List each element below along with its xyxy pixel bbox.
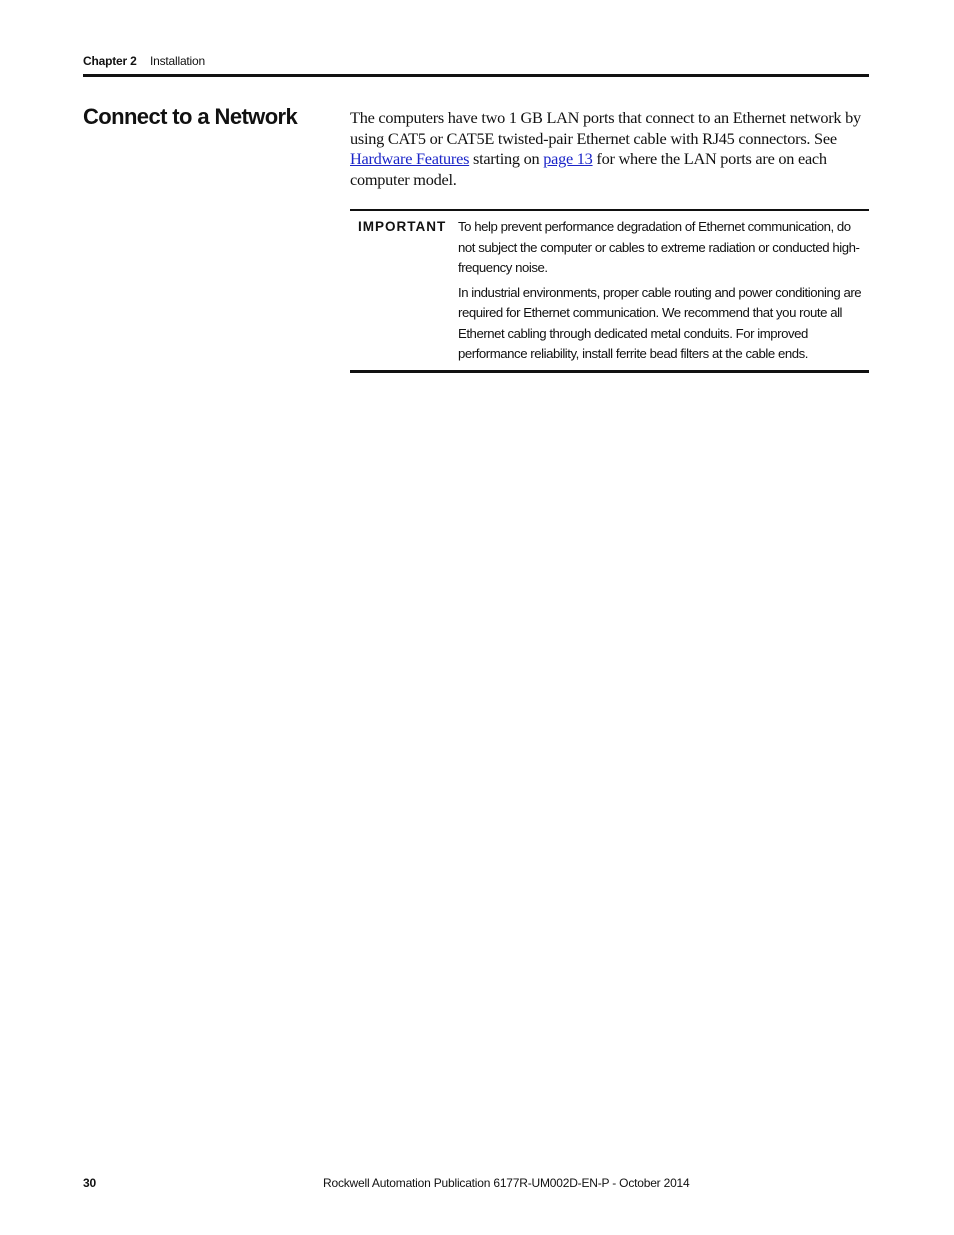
intro-text-3: for where the LAN ports are on each computer model. — [350, 149, 827, 189]
intro-text-1: The computers have two 1 GB LAN ports that connect to an Ethernet network by using CAT5 or CAT5E twisted-pair Ethernet cable with RJ45 connectors. See — [350, 108, 861, 148]
notice-paragraph-1: To help prevent performance degradation of Ethernet communication, do not subject the computer or cables to extreme radiation or conducted high-frequency noise. — [458, 219, 860, 275]
chapter-label: Chapter 2 — [83, 54, 137, 68]
important-notice — [350, 209, 869, 373]
notice-content — [458, 217, 870, 369]
publication-info: Rockwell Automation Publication 6177R-UM002D-EN-P - October 2014 — [323, 1176, 690, 1190]
hardware-features-link[interactable]: Hardware Features — [350, 149, 470, 168]
notice-paragraph-2: In industrial environments, proper cable routing and power conditioning are required for Ethernet communication. We recommend that you route all Ethernet cabling through dedicated metal conduits. For improved performance reliability, install ferrite bead filters at the cable ends. — [458, 284, 862, 361]
intro-text-2: starting on — [469, 149, 544, 168]
page-header — [83, 52, 869, 76]
important-label: IMPORTANT — [358, 219, 447, 234]
page-title: Connect to a Network — [83, 104, 298, 129]
intro-paragraph — [350, 108, 872, 190]
section-label: Installation — [150, 54, 205, 68]
page-13-link[interactable]: page 13 — [543, 149, 593, 168]
header-rule — [83, 74, 869, 77]
page-number: 30 — [83, 1176, 96, 1190]
